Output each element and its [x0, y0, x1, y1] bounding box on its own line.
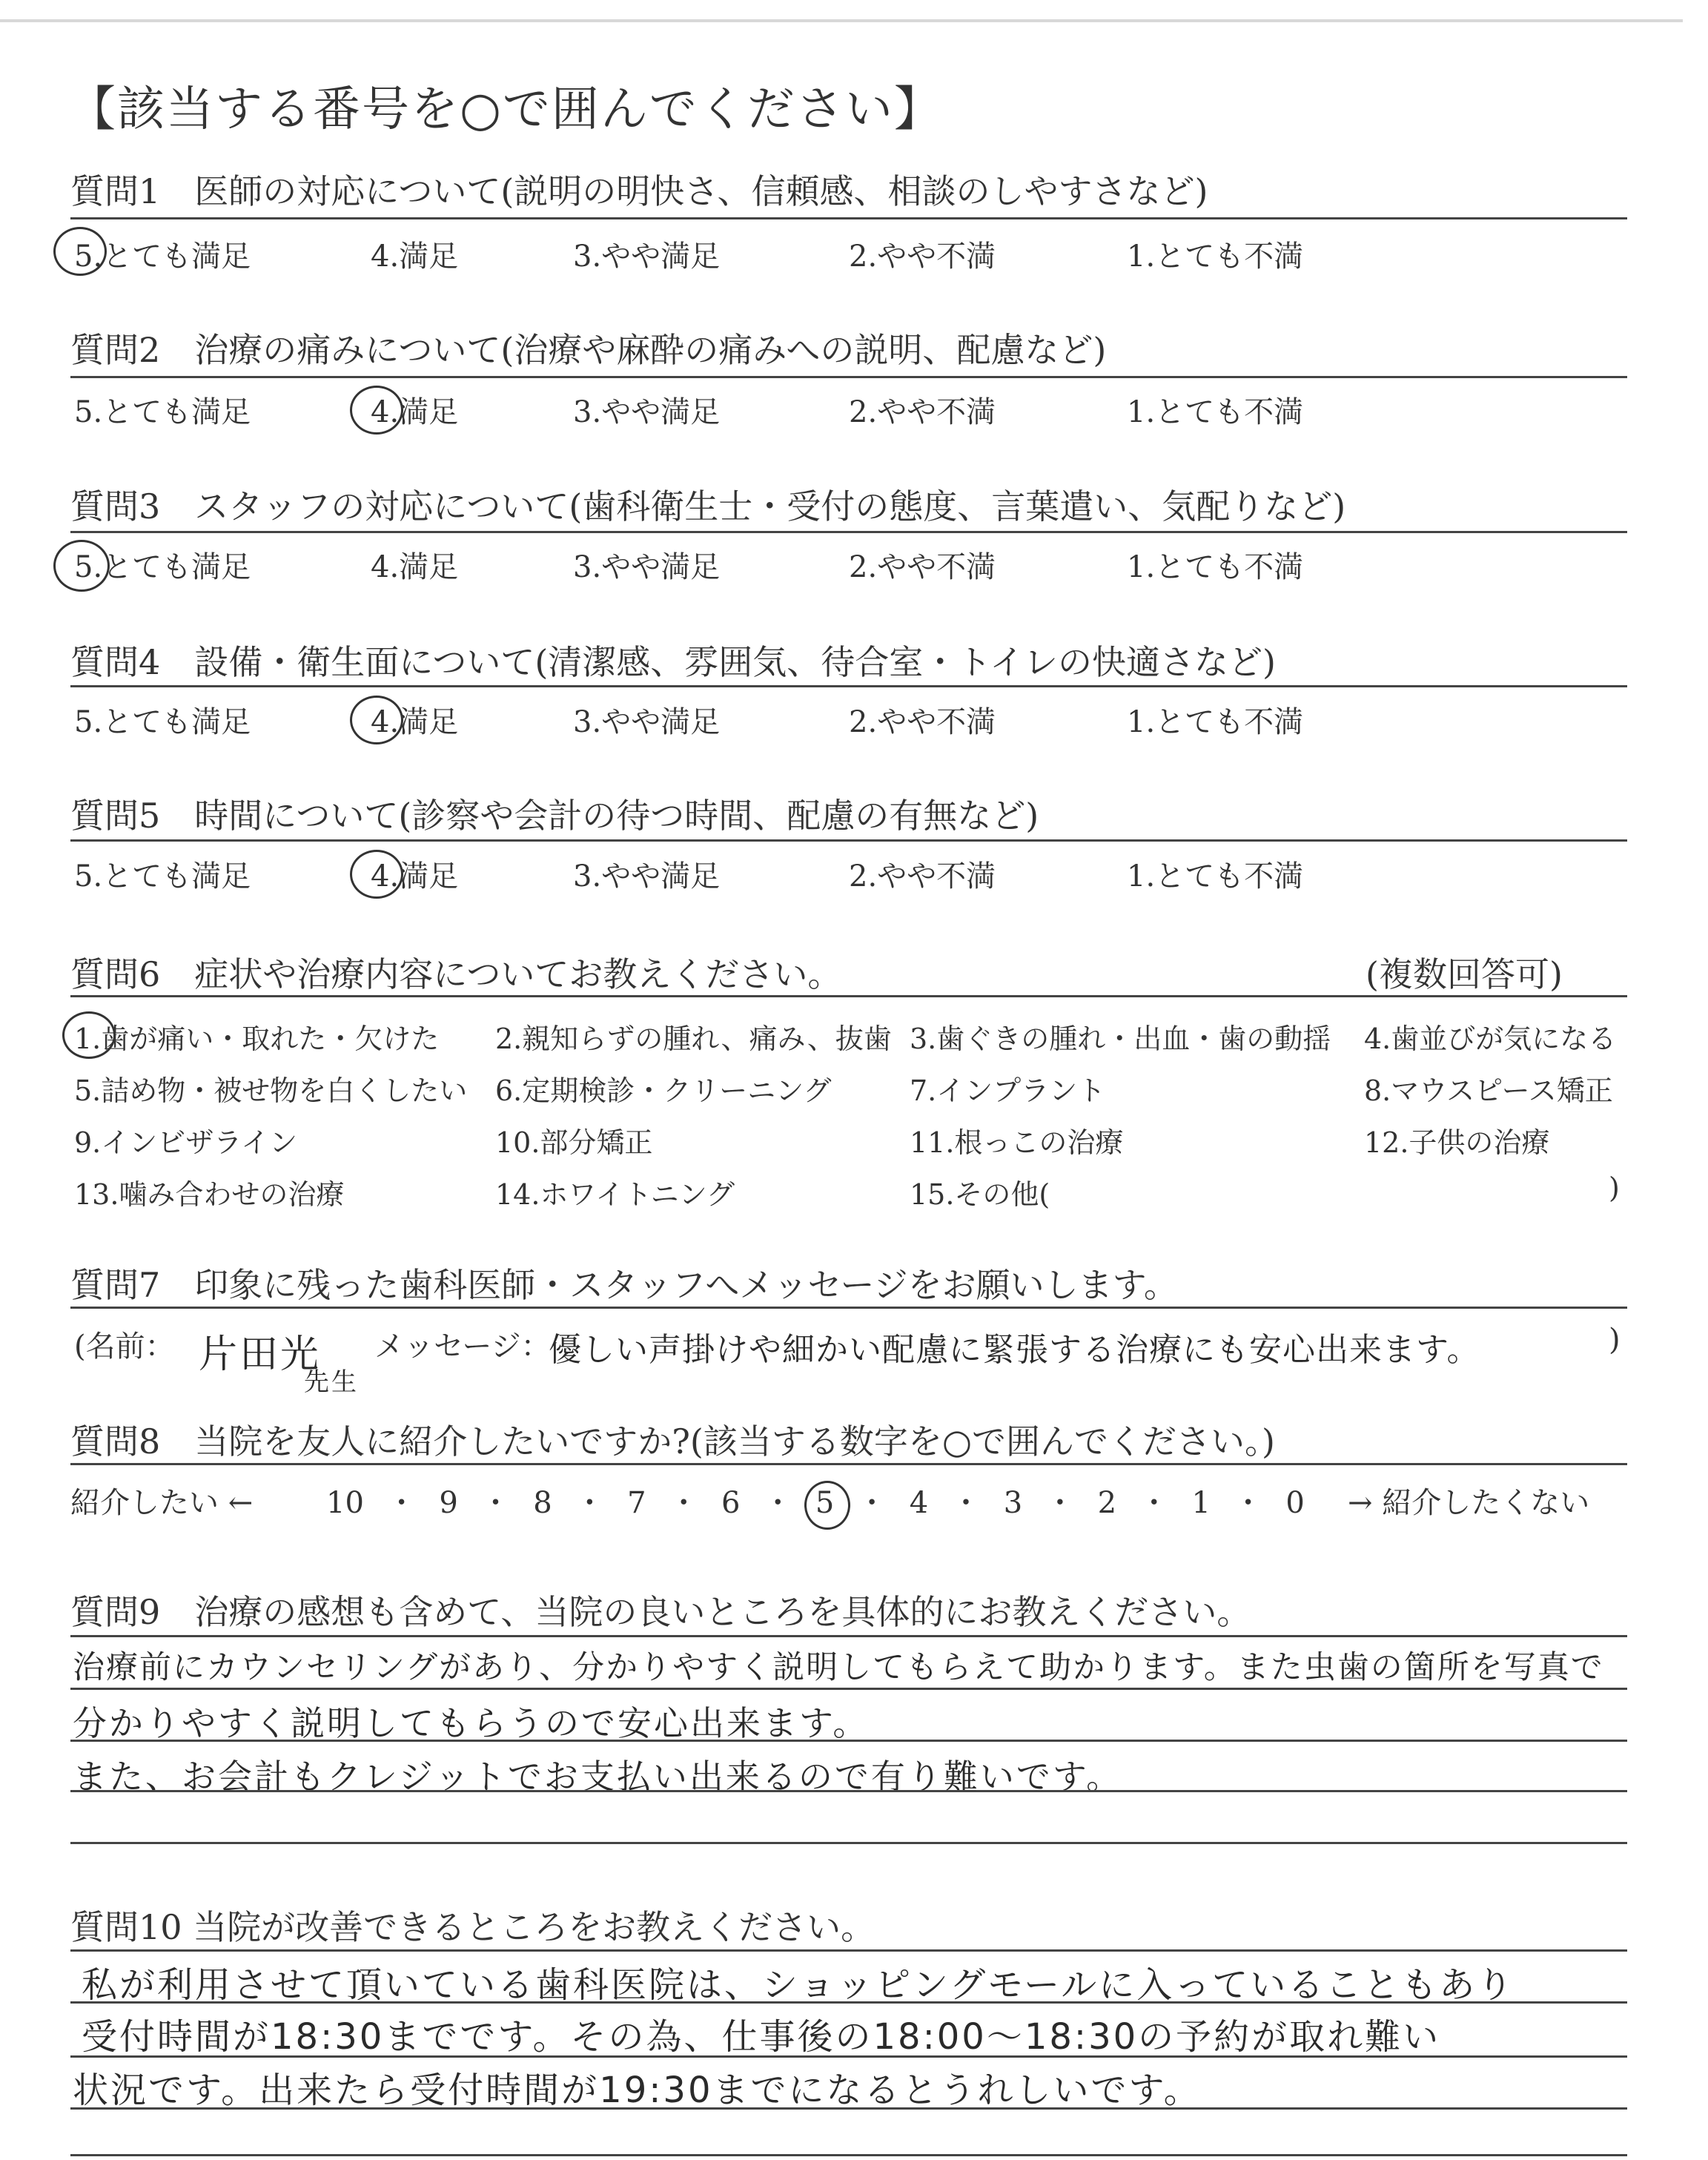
q6-item-11[interactable]: 11.根っこの治療	[910, 1126, 1124, 1159]
question-3-heading: 質問3 スタッフの対応について(歯科衛生士・受付の態度、言葉遣い、気配りなど)	[70, 486, 1346, 526]
q6-item-15-close: )	[1609, 1172, 1620, 1204]
q9-writing-rule-3	[70, 1790, 1627, 1792]
q9-answer-line-1[interactable]: 治療前にカウンセリングがあり、分かりやすく説明してもらえて助かります。また虫歯の箇所を写真で	[73, 1649, 1604, 1686]
q8-separator: ・	[763, 1486, 793, 1520]
q2-option-4[interactable]: 4.満足	[371, 395, 459, 429]
q8-value-8[interactable]: 8	[533, 1486, 552, 1520]
q6-item-9[interactable]: 9.インビザライン	[74, 1126, 298, 1159]
q8-value-3[interactable]: 3	[1003, 1486, 1023, 1520]
q6-item-4[interactable]: 4.歯並びが気になる	[1364, 1023, 1617, 1055]
q2-option-3[interactable]: 3.やや満足	[573, 395, 721, 429]
q4-option-3[interactable]: 3.やや満足	[573, 705, 721, 739]
q1-option-3[interactable]: 3.やや満足	[573, 240, 721, 274]
question-10-rule	[70, 1949, 1627, 1952]
question-4-heading: 質問4 設備・衛生面について(清潔感、雰囲気、待合室・トイレの快適さなど)	[70, 642, 1276, 682]
q6-item-7[interactable]: 7.インプラント	[910, 1074, 1106, 1107]
q5-option-4[interactable]: 4.満足	[371, 859, 459, 894]
q9-writing-rule-2	[70, 1740, 1627, 1742]
question-8-heading: 質問8 当院を友人に紹介したいですか?(該当する数字を○で囲んでください。)	[70, 1421, 1275, 1462]
q4-option-2[interactable]: 2.やや不満	[849, 705, 996, 739]
q5-option-1[interactable]: 1.とても不満	[1127, 859, 1304, 894]
q8-separator: ・	[575, 1486, 605, 1520]
q8-separator: ・	[480, 1486, 511, 1520]
q7-close-paren: )	[1609, 1323, 1621, 1357]
q6-item-15[interactable]: 15.その他(	[910, 1178, 1050, 1211]
q6-item-5[interactable]: 5.詰め物・被せ物を白くしたい	[74, 1074, 468, 1107]
q8-value-2[interactable]: 2	[1097, 1486, 1117, 1520]
question-4-rule	[70, 685, 1627, 687]
q7-name-value[interactable]: 片田光	[199, 1332, 322, 1377]
q2-option-1[interactable]: 1.とても不満	[1127, 395, 1304, 429]
q2-option-5[interactable]: 5.とても満足	[74, 395, 251, 429]
q7-message-value[interactable]: 優しい声掛けや細かい配慮に緊張する治療にも安心出来ます。	[549, 1331, 1480, 1369]
q9-writing-rule-1	[70, 1688, 1627, 1690]
q8-value-9[interactable]: 9	[439, 1486, 458, 1520]
q6-item-8[interactable]: 8.マウスピース矯正	[1364, 1074, 1613, 1107]
question-9-rule	[70, 1635, 1627, 1637]
q8-separator: ・	[386, 1486, 417, 1520]
q3-option-3[interactable]: 3.やや満足	[573, 550, 721, 584]
q8-value-4[interactable]: 4	[909, 1486, 929, 1520]
q8-separator: ・	[1045, 1486, 1075, 1520]
q10-answer-line-3[interactable]: 状況です。出来たら受付時間が19:30までになるとうれしいです。	[73, 2070, 1202, 2111]
q10-answer-line-2[interactable]: 受付時間が18:30までです。その為、仕事後の18:00〜18:30の予約が取れ難い	[82, 2016, 1441, 2058]
q8-separator: ・	[950, 1486, 981, 1520]
q8-value-6[interactable]: 6	[721, 1486, 741, 1520]
q5-option-3[interactable]: 3.やや満足	[573, 859, 721, 894]
question-6-heading: 質問6 症状や治療内容についてお教えください。	[70, 954, 842, 994]
q8-separator: ・	[1233, 1486, 1263, 1520]
q1-option-2[interactable]: 2.やや不満	[849, 240, 996, 274]
q8-value-0[interactable]: 0	[1285, 1486, 1305, 1520]
q10-writing-rule-2	[70, 2055, 1627, 2058]
q8-value-1[interactable]: 1	[1191, 1486, 1211, 1520]
q7-message-label: メッセージ：	[374, 1330, 551, 1364]
q10-writing-rule-4	[70, 2154, 1627, 2156]
q6-item-13[interactable]: 13.噛み合わせの治療	[74, 1178, 345, 1211]
q9-writing-rule-4	[70, 1842, 1627, 1844]
q6-item-10[interactable]: 10.部分矯正	[495, 1126, 653, 1159]
q4-option-4[interactable]: 4.満足	[371, 705, 459, 739]
page-title: 【該当する番号を○で囲んでください】	[68, 82, 943, 137]
question-1-heading: 質問1 医師の対応について(説明の明快さ、信頼感、相談のしやすさなど)	[70, 171, 1208, 211]
q1-option-4[interactable]: 4.満足	[371, 240, 459, 274]
q10-answer-line-1[interactable]: 私が利用させて頂いている歯科医院は、ショッピングモールに入っていることもあり	[82, 1964, 1515, 2006]
q6-item-3[interactable]: 3.歯ぐきの腫れ・出血・歯の動揺	[910, 1023, 1331, 1055]
q8-scale-row	[326, 1479, 1305, 1522]
question-9-heading: 質問9 治療の感想も含めて、当院の良いところを具体的にお教えください。	[70, 1592, 1251, 1632]
q10-writing-rule-1	[70, 2001, 1627, 2004]
question-6-note: (複数回答可)	[1366, 954, 1563, 994]
q5-option-2[interactable]: 2.やや不満	[849, 859, 996, 894]
q3-option-2[interactable]: 2.やや不満	[849, 550, 996, 584]
q8-value-10[interactable]: 10	[326, 1486, 364, 1520]
q3-option-1[interactable]: 1.とても不満	[1127, 550, 1304, 584]
q7-name-suffix: 先生	[304, 1367, 359, 1397]
question-7-rule	[70, 1307, 1627, 1309]
q8-right-label: → 紹介したくない	[1348, 1486, 1590, 1520]
scan-top-edge	[0, 19, 1683, 22]
q8-separator: ・	[1139, 1486, 1169, 1520]
q8-value-5[interactable]: 5	[815, 1486, 835, 1520]
question-1-rule	[70, 217, 1627, 219]
q8-value-7[interactable]: 7	[627, 1486, 646, 1520]
question-3-rule	[70, 531, 1627, 533]
question-5-rule	[70, 839, 1627, 842]
q3-option-5[interactable]: 5.とても満足	[74, 550, 251, 584]
q3-option-4[interactable]: 4.満足	[371, 550, 459, 584]
question-2-rule	[70, 376, 1627, 378]
q2-option-2[interactable]: 2.やや不満	[849, 395, 996, 429]
q4-option-1[interactable]: 1.とても不満	[1127, 705, 1304, 739]
q9-answer-line-3[interactable]: また、お会計もクレジットでお支払い出来るので有り難いです。	[73, 1757, 1123, 1797]
q9-answer-line-2[interactable]: 分かりやすく説明してもらうので安心出来ます。	[73, 1703, 870, 1743]
q7-name-label: (名前：	[74, 1330, 175, 1364]
question-5-heading: 質問5 時間について(診察や会計の待つ時間、配慮の有無など)	[70, 796, 1039, 836]
question-2-heading: 質問2 治療の痛みについて(治療や麻酔の痛みへの説明、配慮など)	[70, 330, 1107, 370]
q1-option-5[interactable]: 5.とても満足	[74, 240, 251, 274]
q10-writing-rule-3	[70, 2107, 1627, 2110]
q6-item-12[interactable]: 12.子供の治療	[1364, 1126, 1550, 1159]
q1-option-1[interactable]: 1.とても不満	[1127, 240, 1304, 274]
question-10-heading: 質問10 当院が改善できるところをお教えください。	[70, 1907, 875, 1947]
question-8-rule	[70, 1463, 1627, 1465]
q4-option-5[interactable]: 5.とても満足	[74, 705, 251, 739]
q6-item-2[interactable]: 2.親知らずの腫れ、痛み、抜歯	[495, 1023, 892, 1055]
question-7-heading: 質問7 印象に残った歯科医師・スタッフへメッセージをお願いします。	[70, 1265, 1178, 1305]
q8-separator: ・	[669, 1486, 699, 1520]
q6-item-14[interactable]: 14.ホワイトニング	[495, 1178, 735, 1211]
q8-left-label: 紹介したい ←	[70, 1486, 254, 1520]
q6-item-1[interactable]: 1.歯が痛い・取れた・欠けた	[74, 1023, 440, 1055]
q8-separator: ・	[857, 1486, 887, 1520]
q5-option-5[interactable]: 5.とても満足	[74, 859, 251, 894]
question-6-rule	[70, 995, 1627, 997]
q6-item-6[interactable]: 6.定期検診・クリーニング	[495, 1074, 832, 1107]
